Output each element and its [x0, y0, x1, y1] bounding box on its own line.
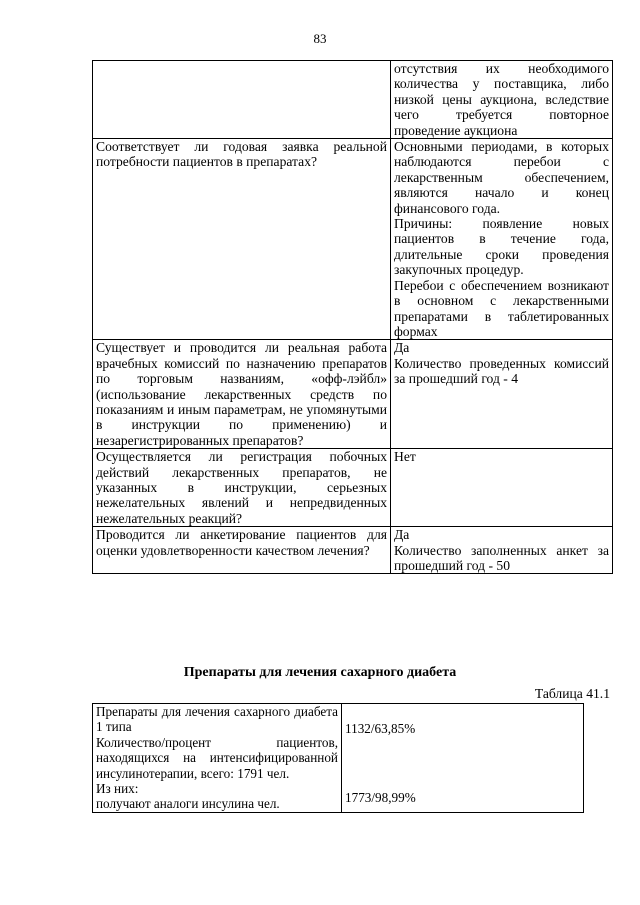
insulin-analog-value: 1773/98,99% — [345, 790, 416, 805]
evaluation-table — [92, 60, 613, 574]
section-heading: Препараты для лечения сахарного диабета — [183, 665, 457, 680]
answer-cell — [391, 61, 613, 139]
patient-count-value: 1132/63,85% — [345, 721, 416, 736]
answer-cell — [391, 340, 613, 449]
description-text: получают аналоги инсулина чел. — [96, 796, 280, 812]
question-cell — [93, 139, 391, 340]
table-row — [93, 340, 613, 449]
description-text: Из них: — [96, 781, 139, 797]
table-row — [93, 704, 584, 813]
answer-text: Причины: появление новых пациентов в течение года, длительные сроки проведения закупочных процедур. — [394, 216, 609, 278]
answer-cell — [391, 527, 613, 574]
answer-text: Количество проведенных комиссий за прошедший год - 4 — [394, 355, 609, 387]
diabetes-table — [92, 703, 584, 813]
answer-text: Количество заполненных анкет за прошедший год - 50 — [394, 542, 609, 573]
question-cell — [93, 449, 391, 527]
values-cell — [342, 704, 584, 813]
question-text: Существует и проводится ли реальная работа врачебных комиссий по назначению препаратов по торговым названиям, «офф-лэйбл» (использование лекарственных средств по показаниям и иным параметрам, не упомянутыми в инструкции по применению) и незарегистрированных препаратов? — [96, 340, 387, 448]
answer-text: Да — [394, 527, 410, 543]
answer-text: Перебои с обеспечением возникают в основном с лекарственными препаратами в таблетированных формах — [394, 277, 609, 339]
table-row — [93, 527, 613, 574]
question-text: Соответствует ли годовая заявка реальной потребности пациентов в препаратах? — [96, 139, 387, 170]
description-cell — [93, 704, 342, 813]
table-row — [93, 449, 613, 527]
answer-text: Да — [394, 340, 410, 356]
description-text: Препараты для лечения сахарного диабета 1 типа — [96, 704, 338, 735]
table-row — [93, 61, 613, 139]
question-cell — [93, 340, 391, 449]
question-text: Проводится ли анкетирование пациентов для оценки удовлетворенности качеством лечения? — [96, 527, 387, 558]
description-text: Количество/процент пациентов, находящихся на интенсифицированной инсулинотерапии, всего: 1791 чел. — [96, 734, 338, 781]
page-number: 83 — [313, 31, 327, 46]
answer-cell — [391, 139, 613, 340]
answer-cell — [391, 449, 613, 527]
table-label: Таблица 41.1 — [534, 686, 610, 701]
question-cell — [93, 61, 391, 139]
answer-text: Нет — [394, 449, 416, 465]
table-row — [93, 139, 613, 340]
question-cell — [93, 527, 391, 574]
answer-text: отсутствия их необходимого количества у поставщика, либо низкой цены аукциона, вследствие чего требуется повторное проведение аукциона — [394, 61, 609, 138]
question-text: Осуществляется ли регистрация побочных действий лекарственных препаратов, не указанных в инструкции, серьезных нежелательных явлений и непредвиденных нежелательных реакций? — [96, 449, 387, 526]
answer-text: Основными периодами, в которых наблюдаются перебои с лекарственным обеспечением, являются начало и конец финансового года. — [394, 139, 609, 216]
